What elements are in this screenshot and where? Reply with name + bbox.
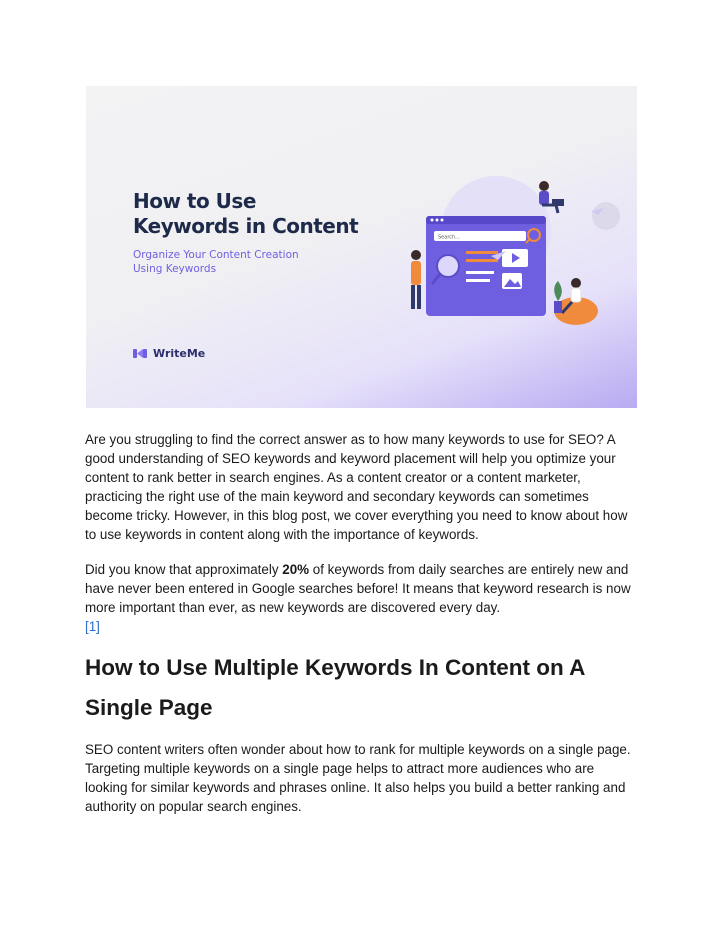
stat-paragraph	[85, 560, 637, 636]
hero-subtitle: Organize Your Content Creation Using Keywords	[133, 249, 299, 275]
hero-title: How to Use Keywords in Content	[133, 189, 359, 238]
logo-text: WriteMe	[153, 347, 206, 360]
search-placeholder: Search...	[438, 234, 460, 241]
hero-banner-image	[86, 86, 637, 408]
seo-illustration	[376, 171, 626, 331]
citation-link[interactable]: [1]	[85, 619, 100, 634]
writeme-logo-icon	[133, 348, 147, 359]
section-heading: How to Use Multiple Keywords In Content on A Single Page	[85, 655, 585, 720]
stat-text-before: Did you know that approximately	[85, 562, 283, 577]
stat-highlight: 20%	[282, 562, 310, 577]
writeme-logo	[133, 347, 205, 360]
stat-text-after: of keywords from daily searches are entirely new and have never been entered in Google searches before! It means that keyword research is now more important than ever, as new keywords are discovered every day.	[85, 562, 631, 615]
intro-paragraph: Are you struggling to find the correct answer as to how many keywords to use for SEO? A good understanding of SEO keywords and keyword placement will help you optimize your content to rank better in search engines. As a content creator or a content marketer, practicing the right use of the main keyword and secondary keywords can sometimes become tricky. However, in this blog post, we cover everything you need to know about how to use keywords in content along with the importance of keywords.	[85, 432, 628, 542]
body-paragraph: SEO content writers often wonder about how to rank for multiple keywords on a single page. Targeting multiple keywords on a single page helps to attract more audiences who are looking for similar keywords and phrases online. It also helps you build a better ranking and authority on popular search engines.	[85, 742, 631, 814]
